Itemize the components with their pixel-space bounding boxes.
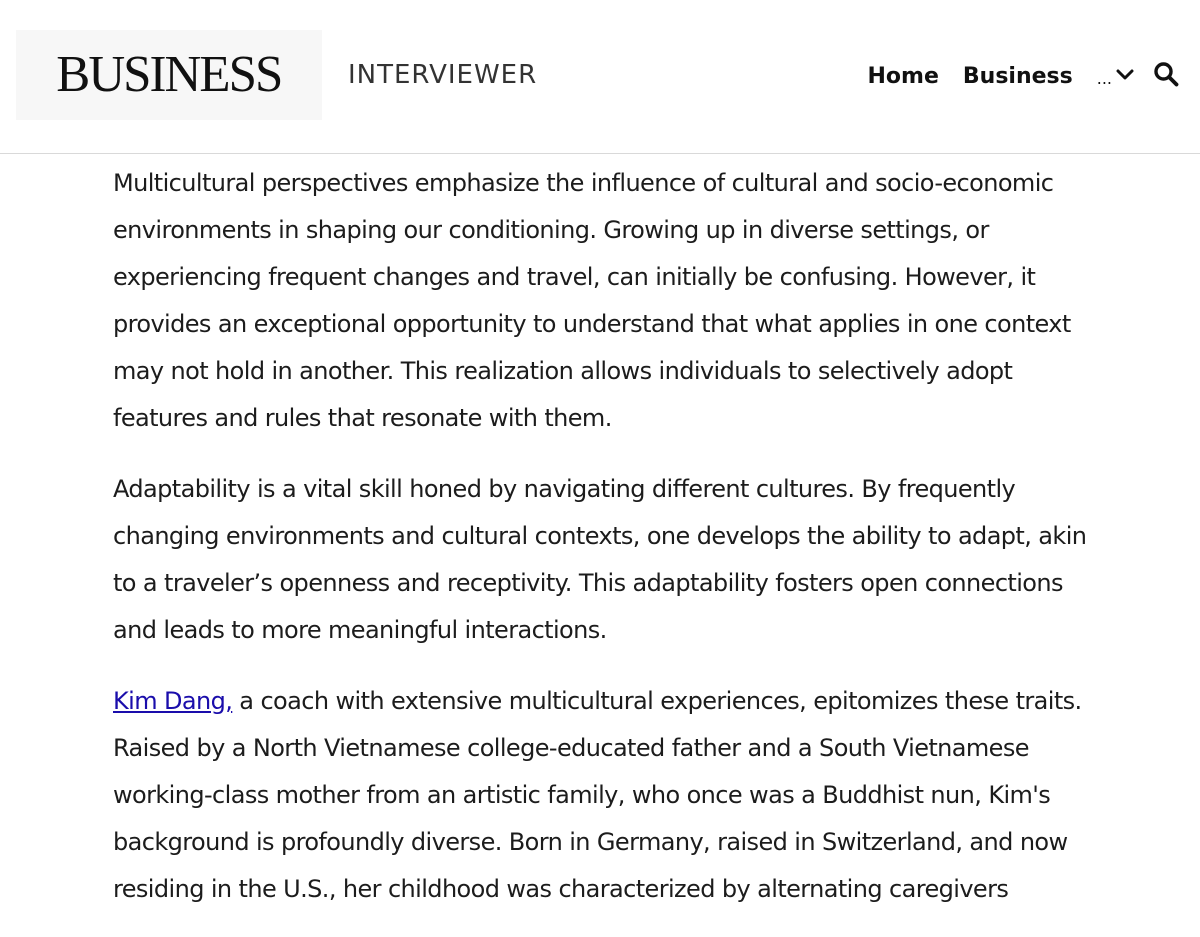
site-subtitle: INTERVIEWER — [348, 60, 538, 90]
main-nav — [844, 58, 1180, 94]
article-paragraph — [113, 678, 1093, 913]
search-button[interactable] — [1152, 62, 1180, 90]
kim-dang-link[interactable]: Kim Dang, — [113, 687, 233, 715]
article-paragraph: Adaptability is a vital skill honed by navigating different cultures. By frequently changing environments and cultural contexts, one develops the ability to adapt, akin to a traveler’s openness and receptivity. This adaptability fosters open connections and leads to more meaningful interactions. — [113, 475, 1087, 644]
paragraph-text: a coach with extensive multicultural experiences, epitomizes these traits. Raised by a North Vietnamese college-educated father and a South Vietnamese working-class mother from an artistic family, who once was a Buddhist nun, Kim's background is profoundly diverse. Born in Germany, raised in Switzerland, and now residing in the U.S., her childhood was characterized by alternating caregivers — [113, 687, 1082, 903]
nav-item-home[interactable]: Home — [867, 63, 939, 89]
logo-text: BUSINESS — [56, 46, 282, 103]
article-body — [113, 160, 1093, 937]
nav-more-button[interactable] — [1097, 67, 1134, 86]
site-header — [0, 0, 1200, 154]
chevron-down-icon — [1116, 67, 1134, 86]
site-logo[interactable] — [16, 30, 322, 120]
nav-item-business[interactable]: Business — [962, 63, 1073, 89]
search-icon — [1153, 61, 1179, 91]
more-dots: ... — [1096, 68, 1112, 88]
article-paragraph: Multicultural perspectives emphasize the influence of cultural and socio-economic environments in shaping our conditioning. Growing up in diverse settings, or experiencing frequent changes and travel, can initially be confusing. However, it provides an exceptional opportunity to understand that what applies in one context may not hold in another. This realization allows individuals to selectively adopt features and rules that resonate with them. — [113, 169, 1071, 432]
